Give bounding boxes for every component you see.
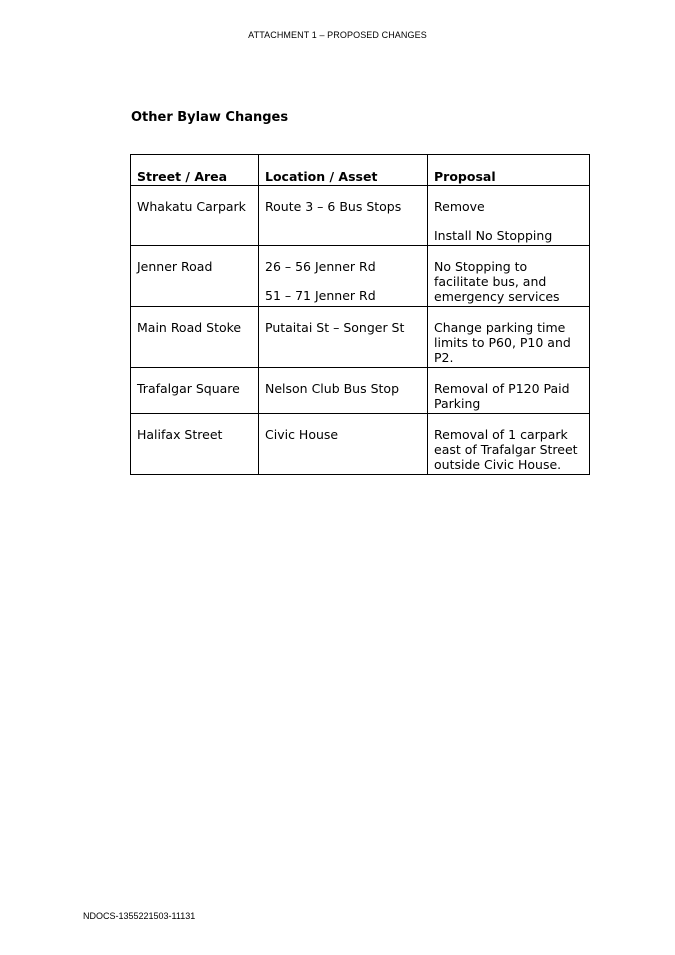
cell-street: Jenner Road	[131, 246, 259, 307]
table-row	[131, 246, 590, 307]
cell-location	[259, 307, 428, 368]
cell-proposal	[428, 186, 590, 246]
cell-location	[259, 368, 428, 414]
cell-street: Halifax Street	[131, 414, 259, 475]
location-line: Civic House	[265, 427, 339, 442]
proposal-line: No Stopping to facilitate bus, and emergency services	[434, 259, 560, 304]
location-line: Nelson Club Bus Stop	[265, 381, 400, 396]
table-row	[131, 307, 590, 368]
proposal-line: Removal of P120 Paid Parking	[434, 381, 570, 411]
cell-location	[259, 186, 428, 246]
page-header: ATTACHMENT 1 – PROPOSED CHANGES	[248, 30, 427, 40]
cell-street: Whakatu Carpark	[131, 186, 259, 246]
column-header-street: Street / Area	[131, 155, 259, 186]
section-title: Other Bylaw Changes	[131, 110, 289, 125]
column-header-location: Location / Asset	[259, 155, 428, 186]
cell-location	[259, 414, 428, 475]
column-header-proposal: Proposal	[428, 155, 590, 186]
location-line: 51 – 71 Jenner Rd	[265, 288, 376, 303]
cell-proposal	[428, 246, 590, 307]
cell-street: Main Road Stoke	[131, 307, 259, 368]
cell-proposal	[428, 307, 590, 368]
document-id: NDOCS-1355221503-11131	[83, 911, 196, 921]
table-header-row	[131, 155, 590, 186]
location-line: 26 – 56 Jenner Rd	[265, 259, 376, 274]
cell-street: Trafalgar Square	[131, 368, 259, 414]
cell-proposal	[428, 414, 590, 475]
proposal-line: Removal of 1 carpark east of Trafalgar Street outside Civic House.	[434, 427, 578, 472]
table-row	[131, 186, 590, 246]
location-line: Route 3 – 6 Bus Stops	[265, 199, 402, 214]
proposal-line: Remove	[434, 199, 485, 214]
proposal-line: Install No Stopping	[434, 228, 553, 243]
bylaw-changes-table	[130, 154, 590, 475]
table-row	[131, 414, 590, 475]
proposal-line: Change parking time limits to P60, P10 and P2.	[434, 320, 571, 365]
location-line: Putaitai St – Songer St	[265, 320, 405, 335]
table-row	[131, 368, 590, 414]
cell-location	[259, 246, 428, 307]
cell-proposal	[428, 368, 590, 414]
